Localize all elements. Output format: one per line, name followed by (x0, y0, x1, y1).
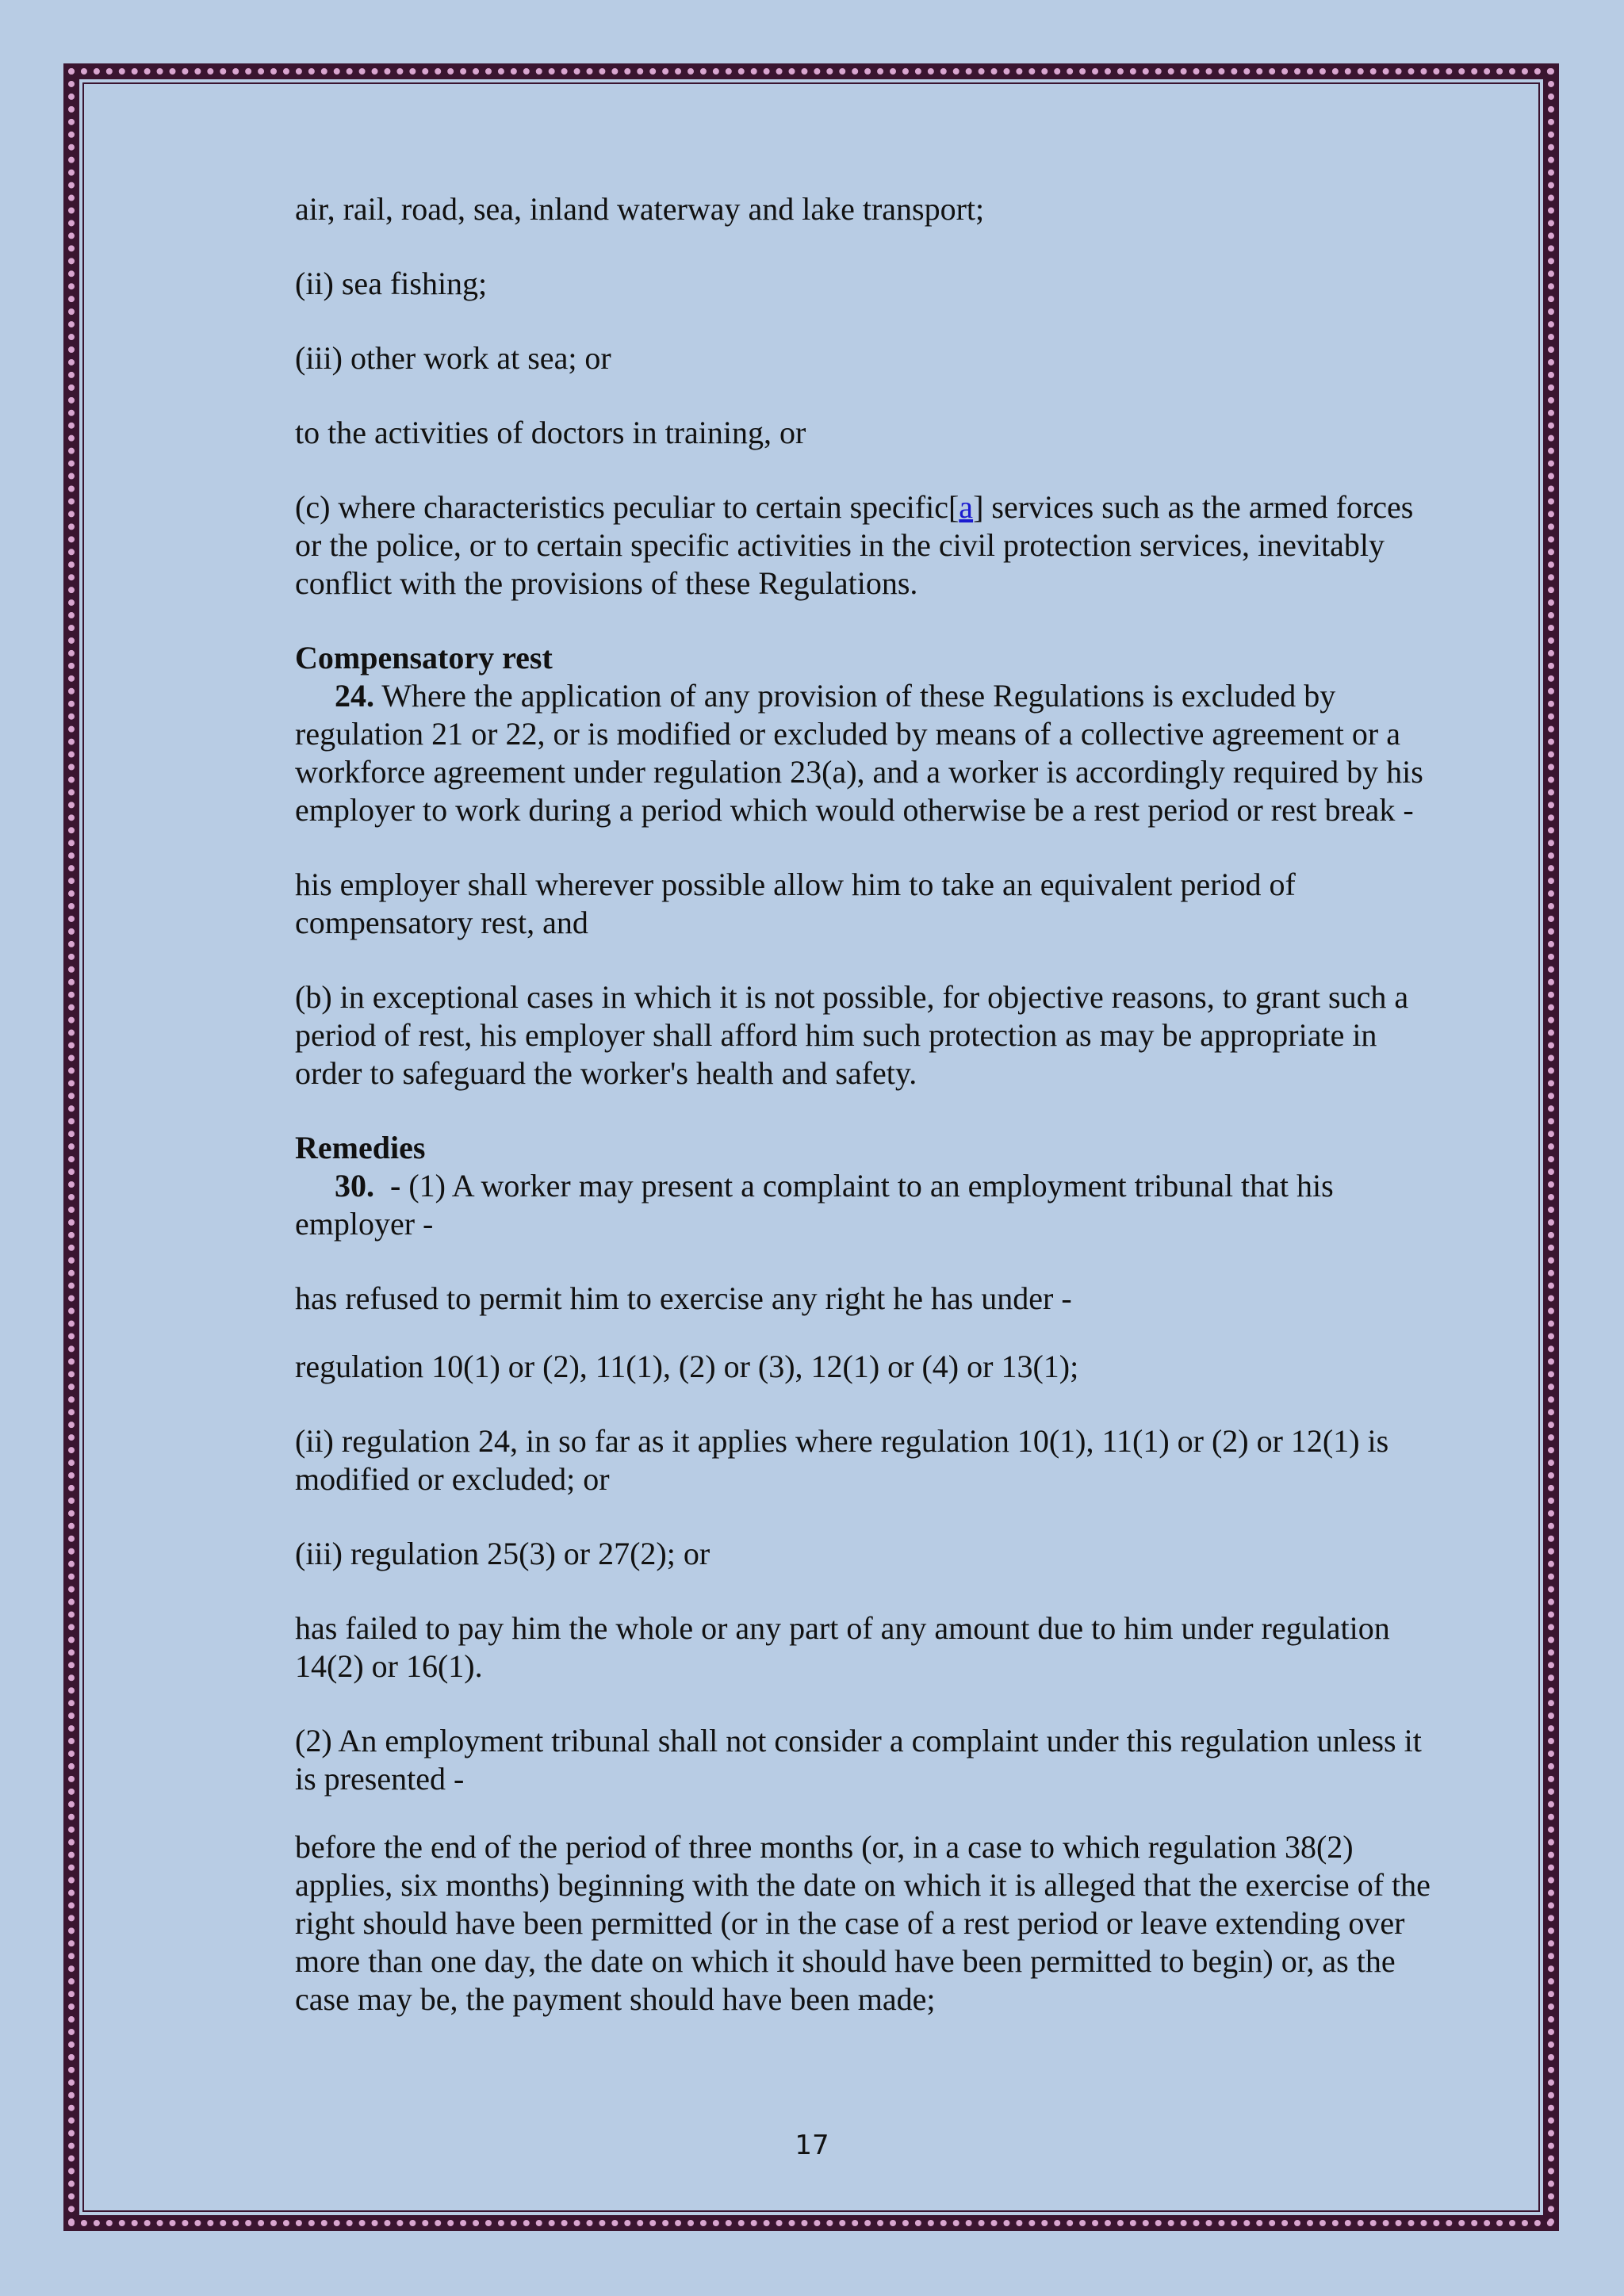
footnote-link[interactable]: a (959, 489, 974, 525)
regulation-number: 24. (335, 678, 374, 714)
regulation-24-text (295, 677, 1437, 829)
list-item: (2) An employment tribunal shall not consider a complaint under this regulation unless it is presented - (295, 1723, 1422, 1797)
list-item: (b) in exceptional cases in which it is not possible, for objective reasons, to grant such a period of rest, his employer shall afford him such protection as may be appropriate in order to safeguard the worker's health and safety. (295, 979, 1409, 1091)
regulation-dash: - (390, 1168, 401, 1203)
paragraph-specific-services (295, 488, 1437, 603)
regulation-number: 30. (335, 1168, 374, 1203)
section-heading-compensatory-rest: Compensatory rest (295, 640, 553, 675)
paragraph-text: (c) where characteristics peculiar to certain specific[ (295, 489, 959, 525)
regulation-body: Where the application of any provision of these Regulations is excluded by regulation 21 or 22, or is modified or excluded by means of a collective agreement or a workforce agreement under regulation 23(a), and a worker is accordingly required by his employer to work during a period which would otherwise be a rest period or rest break - (295, 678, 1423, 828)
regulation-body: (1) A worker may present a complaint to an employment tribunal that his employer - (295, 1168, 1334, 1242)
list-item: has refused to permit him to exercise any right he has under - (295, 1280, 1072, 1316)
list-item: (iii) regulation 25(3) or 27(2); or (295, 1536, 710, 1571)
list-item: his employer shall wherever possible allow him to take an equivalent period of compensatory rest, and (295, 867, 1296, 940)
list-item: regulation 10(1) or (2), 11(1), (2) or (3), 12(1) or (4) or 13(1); (295, 1349, 1079, 1384)
list-item: before the end of the period of three months (or, in a case to which regulation 38(2) applies, six months) beginning with the date on which it is alleged that the exercise of the right should have been permitted (or in the case of a rest period or leave extending over more than one day, the date on which it should have been permitted to begin) or, as the case may be, the payment should have been made; (295, 1829, 1431, 2017)
section-heading-remedies: Remedies (295, 1130, 426, 1165)
paragraph-transport: air, rail, road, sea, inland waterway and lake transport; (295, 191, 985, 227)
paragraph-doctors-in-training: to the activities of doctors in training, or (295, 415, 806, 450)
list-item: has failed to pay him the whole or any part of any amount due to him under regulation 14(2) or 16(1). (295, 1610, 1390, 1684)
page-number: 17 (795, 2130, 829, 2161)
document-body (295, 190, 1437, 2055)
list-item: (ii) regulation 24, in so far as it applies where regulation 10(1), 11(1) or (2) or 12(1) is modified or excluded; or (295, 1423, 1389, 1497)
paragraph-sea-fishing: (ii) sea fishing; (295, 266, 488, 301)
paragraph-text: ] services such as the armed forces or the police, or to certain specific activities in the civil protection services, inevitably conflict with the provisions of these Regulations. (295, 489, 1414, 601)
paragraph-other-work-at-sea: (iii) other work at sea; or (295, 340, 611, 376)
regulation-30-text (295, 1167, 1437, 1243)
